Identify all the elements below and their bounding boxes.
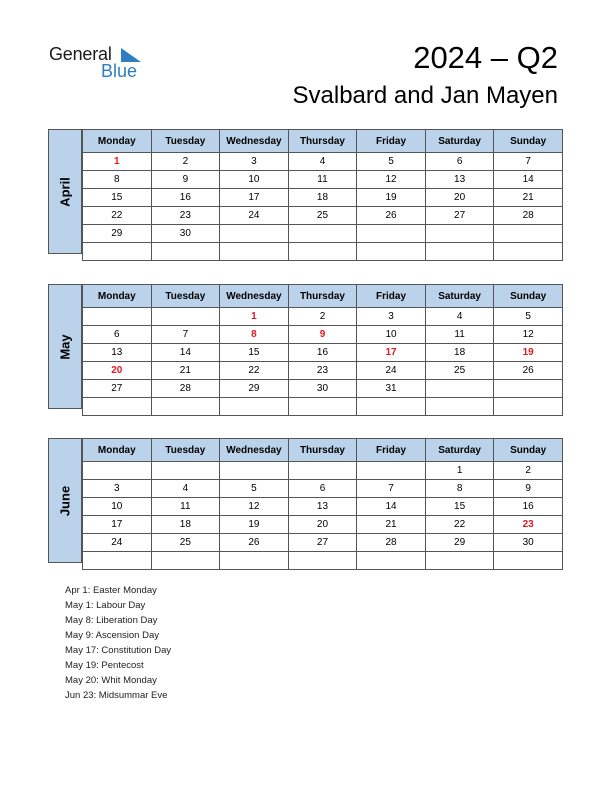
day-cell: 12 <box>494 326 563 344</box>
week-row <box>83 462 563 480</box>
day-cell: 1 <box>83 153 152 171</box>
generalblue-logo <box>49 44 149 84</box>
day-cell: 6 <box>425 153 494 171</box>
day-cell: 11 <box>288 171 357 189</box>
weekday-header-row <box>83 439 563 462</box>
week-row <box>83 308 563 326</box>
week-row <box>83 344 563 362</box>
day-cell: 21 <box>151 362 220 380</box>
day-cell: 18 <box>288 189 357 207</box>
day-cell <box>357 462 426 480</box>
month-block-june <box>48 438 563 563</box>
calendar-table <box>82 129 563 261</box>
day-cell: 21 <box>357 516 426 534</box>
holiday-note: May 9: Ascension Day <box>65 630 159 641</box>
day-cell <box>357 552 426 570</box>
day-cell: 9 <box>151 171 220 189</box>
day-cell: 9 <box>288 326 357 344</box>
day-cell: 12 <box>357 171 426 189</box>
day-cell <box>494 552 563 570</box>
month-label: June <box>57 485 73 516</box>
week-row <box>83 534 563 552</box>
day-cell <box>357 243 426 261</box>
weekday-header: Tuesday <box>151 130 220 153</box>
day-cell: 8 <box>425 480 494 498</box>
day-cell: 4 <box>151 480 220 498</box>
day-cell: 15 <box>425 498 494 516</box>
day-cell: 18 <box>425 344 494 362</box>
day-cell: 25 <box>151 534 220 552</box>
week-row <box>83 362 563 380</box>
day-cell: 13 <box>425 171 494 189</box>
weekday-header: Sunday <box>494 285 563 308</box>
week-row <box>83 516 563 534</box>
weekday-header: Thursday <box>288 130 357 153</box>
holiday-note: May 1: Labour Day <box>65 600 146 611</box>
day-cell <box>151 398 220 416</box>
day-cell: 3 <box>220 153 289 171</box>
day-cell: 23 <box>288 362 357 380</box>
day-cell: 14 <box>357 498 426 516</box>
weekday-header: Friday <box>357 285 426 308</box>
day-cell: 6 <box>288 480 357 498</box>
weekday-header: Friday <box>357 439 426 462</box>
holiday-note: Apr 1: Easter Monday <box>65 585 157 596</box>
week-row <box>83 326 563 344</box>
day-cell: 17 <box>357 344 426 362</box>
day-cell: 10 <box>83 498 152 516</box>
day-cell: 4 <box>288 153 357 171</box>
day-cell: 5 <box>494 308 563 326</box>
day-cell: 27 <box>425 207 494 225</box>
weekday-header: Thursday <box>288 285 357 308</box>
day-cell <box>220 225 289 243</box>
week-row <box>83 171 563 189</box>
day-cell: 30 <box>494 534 563 552</box>
day-cell <box>425 225 494 243</box>
weekday-header: Monday <box>83 439 152 462</box>
day-cell: 26 <box>220 534 289 552</box>
day-cell <box>425 243 494 261</box>
day-cell: 8 <box>220 326 289 344</box>
week-row <box>83 225 563 243</box>
day-cell: 16 <box>151 189 220 207</box>
day-cell: 28 <box>357 534 426 552</box>
weekday-header-row <box>83 130 563 153</box>
day-cell: 13 <box>288 498 357 516</box>
day-cell: 16 <box>288 344 357 362</box>
day-cell: 6 <box>83 326 152 344</box>
day-cell: 20 <box>83 362 152 380</box>
month-label-cell <box>48 129 82 254</box>
day-cell: 22 <box>425 516 494 534</box>
day-cell: 26 <box>357 207 426 225</box>
month-label-cell <box>48 284 82 409</box>
weekday-header: Thursday <box>288 439 357 462</box>
day-cell: 28 <box>494 207 563 225</box>
weekday-header: Friday <box>357 130 426 153</box>
month-label: April <box>57 176 73 207</box>
holiday-note: May 19: Pentecost <box>65 660 144 671</box>
holiday-note: May 8: Liberation Day <box>65 615 158 626</box>
logo-text-general: General <box>49 44 112 64</box>
weekday-header: Sunday <box>494 439 563 462</box>
day-cell: 1 <box>220 308 289 326</box>
day-cell: 26 <box>494 362 563 380</box>
day-cell <box>494 380 563 398</box>
weekday-header: Saturday <box>425 130 494 153</box>
day-cell: 22 <box>83 207 152 225</box>
weekday-header: Wednesday <box>220 439 289 462</box>
day-cell: 2 <box>151 153 220 171</box>
holiday-notes <box>65 583 171 703</box>
day-cell: 29 <box>425 534 494 552</box>
day-cell <box>220 462 289 480</box>
week-row <box>83 380 563 398</box>
day-cell: 19 <box>494 344 563 362</box>
day-cell <box>288 243 357 261</box>
calendar-table <box>82 438 563 570</box>
week-row <box>83 480 563 498</box>
day-cell: 20 <box>288 516 357 534</box>
weekday-header: Tuesday <box>151 439 220 462</box>
month-label: May <box>57 333 73 360</box>
day-cell: 24 <box>83 534 152 552</box>
week-row <box>83 189 563 207</box>
day-cell <box>83 243 152 261</box>
day-cell: 15 <box>220 344 289 362</box>
day-cell: 7 <box>151 326 220 344</box>
day-cell: 3 <box>357 308 426 326</box>
day-cell: 9 <box>494 480 563 498</box>
day-cell <box>151 552 220 570</box>
day-cell: 14 <box>494 171 563 189</box>
day-cell <box>220 398 289 416</box>
day-cell: 2 <box>288 308 357 326</box>
logo-triangle-icon <box>121 48 141 62</box>
weekday-header: Sunday <box>494 130 563 153</box>
day-cell: 12 <box>220 498 289 516</box>
week-row <box>83 498 563 516</box>
day-cell: 11 <box>425 326 494 344</box>
logo-text-blue: Blue <box>101 61 138 81</box>
weekday-header: Wednesday <box>220 285 289 308</box>
day-cell <box>220 552 289 570</box>
day-cell: 21 <box>494 189 563 207</box>
day-cell: 25 <box>288 207 357 225</box>
day-cell <box>288 225 357 243</box>
day-cell <box>220 243 289 261</box>
day-cell <box>494 243 563 261</box>
day-cell <box>494 398 563 416</box>
weekday-header-row <box>83 285 563 308</box>
weekday-header: Saturday <box>425 439 494 462</box>
day-cell <box>288 552 357 570</box>
day-cell: 19 <box>220 516 289 534</box>
day-cell: 13 <box>83 344 152 362</box>
day-cell: 30 <box>288 380 357 398</box>
day-cell <box>357 225 426 243</box>
day-cell: 24 <box>220 207 289 225</box>
day-cell: 17 <box>220 189 289 207</box>
day-cell: 5 <box>220 480 289 498</box>
day-cell: 10 <box>357 326 426 344</box>
day-cell: 4 <box>425 308 494 326</box>
page-subtitle: Svalbard and Jan Mayen <box>292 82 558 109</box>
day-cell: 1 <box>425 462 494 480</box>
week-row <box>83 552 563 570</box>
holiday-note: May 17: Constitution Day <box>65 645 172 656</box>
weekday-header: Saturday <box>425 285 494 308</box>
day-cell: 3 <box>83 480 152 498</box>
page-title: 2024 – Q2 <box>413 40 558 75</box>
month-label-cell <box>48 438 82 563</box>
day-cell: 8 <box>83 171 152 189</box>
day-cell: 28 <box>151 380 220 398</box>
day-cell <box>83 462 152 480</box>
day-cell: 30 <box>151 225 220 243</box>
holiday-note: May 20: Whit Monday <box>65 675 157 686</box>
day-cell <box>288 462 357 480</box>
weekday-header: Monday <box>83 285 152 308</box>
day-cell: 2 <box>494 462 563 480</box>
day-cell: 23 <box>494 516 563 534</box>
calendar-table <box>82 284 563 416</box>
day-cell: 11 <box>151 498 220 516</box>
week-row <box>83 243 563 261</box>
day-cell: 15 <box>83 189 152 207</box>
week-row <box>83 398 563 416</box>
day-cell: 22 <box>220 362 289 380</box>
month-block-may <box>48 284 563 409</box>
day-cell: 27 <box>83 380 152 398</box>
day-cell <box>83 552 152 570</box>
day-cell: 16 <box>494 498 563 516</box>
day-cell: 20 <box>425 189 494 207</box>
day-cell <box>151 243 220 261</box>
day-cell <box>83 398 152 416</box>
day-cell: 7 <box>494 153 563 171</box>
day-cell: 5 <box>357 153 426 171</box>
day-cell <box>494 225 563 243</box>
day-cell: 10 <box>220 171 289 189</box>
day-cell: 27 <box>288 534 357 552</box>
day-cell <box>151 308 220 326</box>
day-cell: 23 <box>151 207 220 225</box>
day-cell: 17 <box>83 516 152 534</box>
weekday-header: Tuesday <box>151 285 220 308</box>
weekday-header: Monday <box>83 130 152 153</box>
month-block-april <box>48 129 563 254</box>
day-cell: 7 <box>357 480 426 498</box>
holiday-note: Jun 23: Midsummar Eve <box>65 690 168 701</box>
day-cell <box>151 462 220 480</box>
week-row <box>83 207 563 225</box>
day-cell <box>83 308 152 326</box>
day-cell: 14 <box>151 344 220 362</box>
day-cell: 18 <box>151 516 220 534</box>
day-cell <box>288 398 357 416</box>
day-cell <box>425 380 494 398</box>
day-cell: 24 <box>357 362 426 380</box>
day-cell <box>425 552 494 570</box>
day-cell: 19 <box>357 189 426 207</box>
day-cell <box>357 398 426 416</box>
day-cell: 29 <box>83 225 152 243</box>
day-cell: 31 <box>357 380 426 398</box>
weekday-header: Wednesday <box>220 130 289 153</box>
day-cell <box>425 398 494 416</box>
day-cell: 29 <box>220 380 289 398</box>
day-cell: 25 <box>425 362 494 380</box>
week-row <box>83 153 563 171</box>
